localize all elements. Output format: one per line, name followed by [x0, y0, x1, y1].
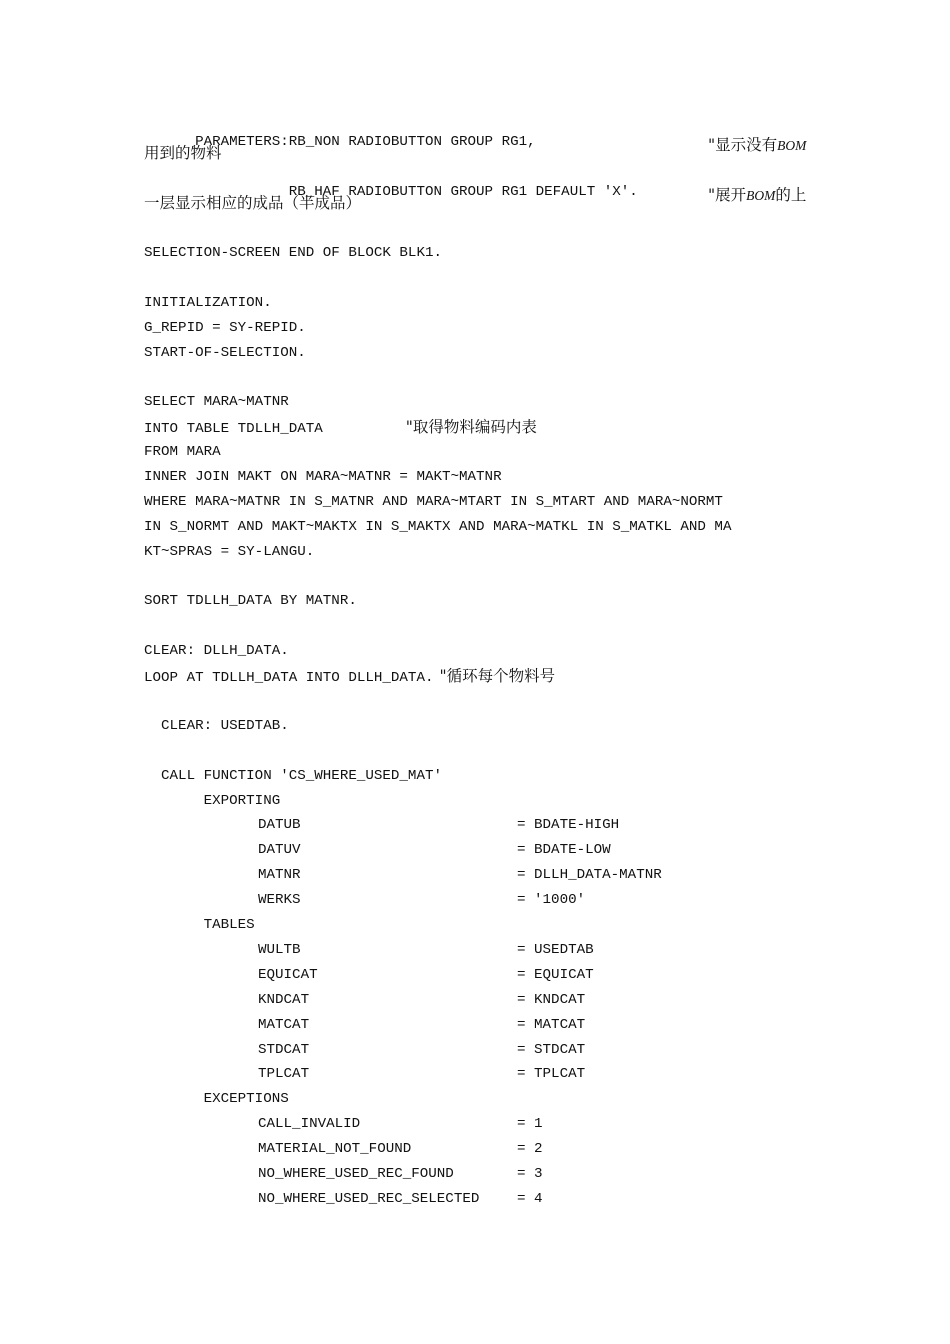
exceptions-param-row	[144, 1112, 814, 1137]
exceptions-param-value: = 2	[517, 1141, 543, 1158]
params-line1-cont: 用到的物料	[144, 144, 222, 162]
tables-param-name: WULTB	[258, 941, 301, 958]
exporting-param-name: DATUB	[258, 817, 301, 834]
exceptions-param-value: = 4	[517, 1190, 543, 1207]
params-line1-comment-a: "显示没有	[708, 136, 778, 154]
code-line-into-table	[144, 415, 814, 440]
tables-param-row	[144, 1062, 814, 1087]
into-table-comment: "取得物料编码内表	[405, 418, 537, 437]
exceptions-param-name: NO_WHERE_USED_REC_SELECTED	[258, 1190, 480, 1207]
tables-params	[144, 938, 814, 1087]
tables-param-row	[144, 938, 814, 963]
params-line2-code: RB_HAF RADIOBUTTON GROUP RG1 DEFAULT 'X'.	[178, 184, 638, 200]
tables-param-value: = MATCAT	[517, 1016, 586, 1033]
code-line-clear-usedtab: CLEAR: USEDTAB.	[144, 717, 289, 734]
tables-param-value: = KNDCAT	[517, 991, 586, 1008]
tables-param-value: = STDCAT	[517, 1041, 586, 1058]
exporting-param-name: DATUV	[258, 842, 301, 859]
params-line1-code: PARAMETERS:RB_NON RADIOBUTTON GROUP RG1,	[178, 134, 536, 150]
tables-param-row	[144, 1038, 814, 1063]
code-line-exporting: EXPORTING	[144, 792, 281, 809]
params-line2-comment-b: BOM	[746, 188, 776, 203]
exporting-param-name: MATNR	[258, 867, 301, 884]
code-line-from: FROM MARA	[144, 444, 221, 461]
exporting-param-row	[144, 813, 814, 838]
code-line-sort: SORT TDLLH_DATA BY MATNR.	[144, 593, 357, 610]
exporting-param-row	[144, 863, 814, 888]
code-line-call-function: CALL FUNCTION 'CS_WHERE_USED_MAT'	[144, 767, 442, 784]
exceptions-param-name: MATERIAL_NOT_FOUND	[258, 1141, 412, 1158]
tables-param-value: = TPLCAT	[517, 1066, 586, 1083]
exporting-param-name: WERKS	[258, 892, 301, 909]
exporting-params	[144, 813, 814, 913]
tables-param-row	[144, 963, 814, 988]
code-line-clear-dllh: CLEAR: DLLH_DATA.	[144, 643, 289, 660]
params-line2-comment-c: 的上	[775, 186, 807, 204]
exporting-param-row	[144, 838, 814, 863]
exceptions-param-value: = 3	[517, 1165, 543, 1182]
code-line-select: SELECT MARA~MATNR	[144, 394, 289, 411]
code-line-tables: TABLES	[144, 917, 255, 934]
code-line-start-of-selection: START-OF-SELECTION.	[144, 344, 306, 361]
tables-param-name: MATCAT	[258, 1016, 310, 1033]
code-line-where-3: KT~SPRAS = SY-LANGU.	[144, 543, 315, 560]
exceptions-param-row	[144, 1137, 814, 1162]
tables-param-value: = EQUICAT	[517, 966, 594, 983]
code-line-repid: G_REPID = SY-REPID.	[144, 319, 306, 336]
code-line-loop	[144, 664, 814, 689]
loop-code: LOOP AT TDLLH_DATA INTO DLLH_DATA.	[144, 670, 434, 687]
exceptions-param-row	[144, 1187, 814, 1212]
exporting-param-value: = BDATE-HIGH	[517, 817, 620, 834]
code-line-block-end: SELECTION-SCREEN END OF BLOCK BLK1.	[144, 245, 442, 261]
params-line2-comment-a: "展开	[708, 186, 747, 204]
code-line-initialization: INITIALIZATION.	[144, 294, 272, 311]
exceptions-param-value: = 1	[517, 1116, 543, 1133]
code-body	[144, 241, 814, 1212]
exporting-param-value: = DLLH_DATA-MATNR	[517, 867, 662, 884]
tables-param-value: = USEDTAB	[517, 941, 594, 958]
exporting-param-value: = '1000'	[517, 892, 586, 909]
tables-param-name: EQUICAT	[258, 966, 318, 983]
into-table-code: INTO TABLE TDLLH_DATA	[144, 421, 323, 438]
tables-param-row	[144, 1013, 814, 1038]
tables-param-name: KNDCAT	[258, 991, 310, 1008]
exporting-param-value: = BDATE-LOW	[517, 842, 611, 859]
exceptions-param-name: CALL_INVALID	[258, 1116, 361, 1133]
code-line-inner-join: INNER JOIN MAKT ON MARA~MATNR = MAKT~MATNR	[144, 469, 502, 486]
tables-param-name: TPLCAT	[258, 1066, 310, 1083]
loop-comment: "循环每个物料号	[439, 667, 556, 686]
params-line1-comment-b: BOM	[777, 138, 807, 153]
code-line-where-2: IN S_NORMT AND MAKT~MAKTX IN S_MAKTX AND MARA~MATKL IN S_MATKL AND MA	[144, 518, 732, 535]
code-line-exceptions: EXCEPTIONS	[144, 1091, 289, 1108]
params-line2-comment	[692, 165, 806, 223]
exceptions-param-row	[144, 1162, 814, 1187]
tables-param-name: STDCAT	[258, 1041, 310, 1058]
code-line-where-1: WHERE MARA~MATNR IN S_MATNR AND MARA~MTART IN S_MTART AND MARA~NORMT	[144, 493, 723, 510]
exporting-param-row	[144, 888, 814, 913]
exceptions-params	[144, 1112, 814, 1212]
params-line2-cont: 一层显示相应的成品（半成品）	[144, 194, 362, 212]
exceptions-param-name: NO_WHERE_USED_REC_FOUND	[258, 1165, 454, 1182]
tables-param-row	[144, 988, 814, 1013]
